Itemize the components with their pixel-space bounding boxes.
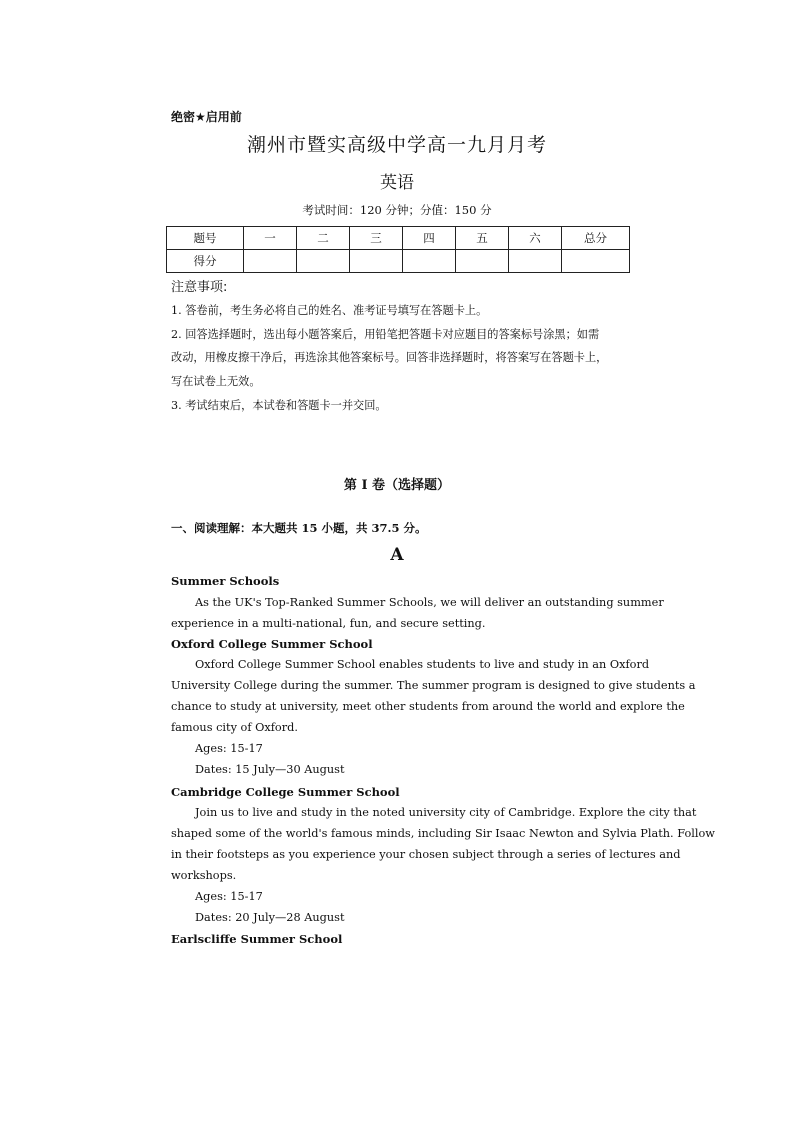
score-input-cell: [562, 250, 630, 273]
score-input-cell: [509, 250, 562, 273]
paragraph-line: experience in a multi-national, fun, and secure setting.: [171, 617, 486, 630]
school-name: Earlscliffe Summer School: [171, 932, 343, 946]
table-cell: 一: [244, 227, 297, 250]
score-input-cell: [244, 250, 297, 273]
notice-line: 2. 回答选择题时，选出每小题答案后，用铅笔把答题卡对应题目的答案标号涂黑；如需: [171, 328, 600, 341]
table-cell: 二: [297, 227, 350, 250]
dates-line: Dates: 20 July—28 August: [195, 911, 345, 924]
notice-heading: 注意事项:: [171, 280, 228, 295]
table-cell: 题号: [167, 227, 244, 250]
dates-line: Dates: 15 July—30 August: [195, 763, 345, 776]
table-cell: 总分: [562, 227, 630, 250]
section-title: 第 I 卷（选择题）: [343, 478, 451, 493]
paragraph-line: chance to study at university, meet other students from around the world and explore the: [171, 700, 685, 713]
paragraph-line: Join us to live and study in the noted university city of Cambridge. Explore the city that: [195, 806, 697, 819]
table-cell: 六: [509, 227, 562, 250]
score-input-cell: [297, 250, 350, 273]
paragraph-line: famous city of Oxford.: [171, 721, 298, 734]
notice-line: 1. 答卷前，考生务必将自己的姓名、准考证号填写在答题卡上。: [171, 304, 488, 317]
table-cell: 五: [456, 227, 509, 250]
table-row: [167, 250, 630, 273]
table-cell: 三: [350, 227, 403, 250]
table-cell: 得分: [167, 250, 244, 273]
notice-line: 写在试卷上无效。: [171, 375, 261, 388]
exam-title: 潮州市暨实高级中学高一九月月考: [246, 134, 547, 156]
paragraph-line: shaped some of the world's famous minds, including Sir Isaac Newton and Sylvia Plath. Follow: [171, 827, 715, 840]
exam-time-info: 考试时间：120 分钟；分值：150 分: [302, 203, 492, 217]
score-table: [166, 226, 630, 273]
school-name: Oxford College Summer School: [171, 637, 373, 651]
score-input-cell: [456, 250, 509, 273]
score-input-cell: [403, 250, 456, 273]
subject-title: 英语: [380, 173, 414, 193]
paragraph-line: Oxford College Summer School enables students to live and study in an Oxford: [195, 658, 650, 671]
confidential-label: 绝密★启用前: [171, 110, 242, 124]
part-heading: 一、阅读理解：本大题共 15 小题，共 37.5 分。: [171, 521, 427, 535]
ages-line: Ages: 15-17: [195, 742, 263, 755]
table-row: [167, 227, 630, 250]
passage-heading: Summer Schools: [171, 574, 280, 588]
notice-line: 改动，用橡皮擦干净后，再选涂其他答案标号。回答非选择题时，将答案写在答题卡上，: [171, 351, 608, 364]
paragraph-line: As the UK's Top-Ranked Summer Schools, we will deliver an outstanding summer: [195, 596, 664, 609]
score-input-cell: [350, 250, 403, 273]
paragraph-line: University College during the summer. The summer program is designed to give students a: [171, 679, 696, 692]
ages-line: Ages: 15-17: [195, 890, 263, 903]
passage-letter: A: [390, 545, 404, 565]
paragraph-line: in their footsteps as you experience your chosen subject through a series of lectures and: [171, 848, 681, 861]
paragraph-line: workshops.: [171, 869, 237, 882]
table-cell: 四: [403, 227, 456, 250]
school-name: Cambridge College Summer School: [171, 785, 400, 799]
notice-line: 3. 考试结束后，本试卷和答题卡一并交回。: [171, 399, 387, 412]
